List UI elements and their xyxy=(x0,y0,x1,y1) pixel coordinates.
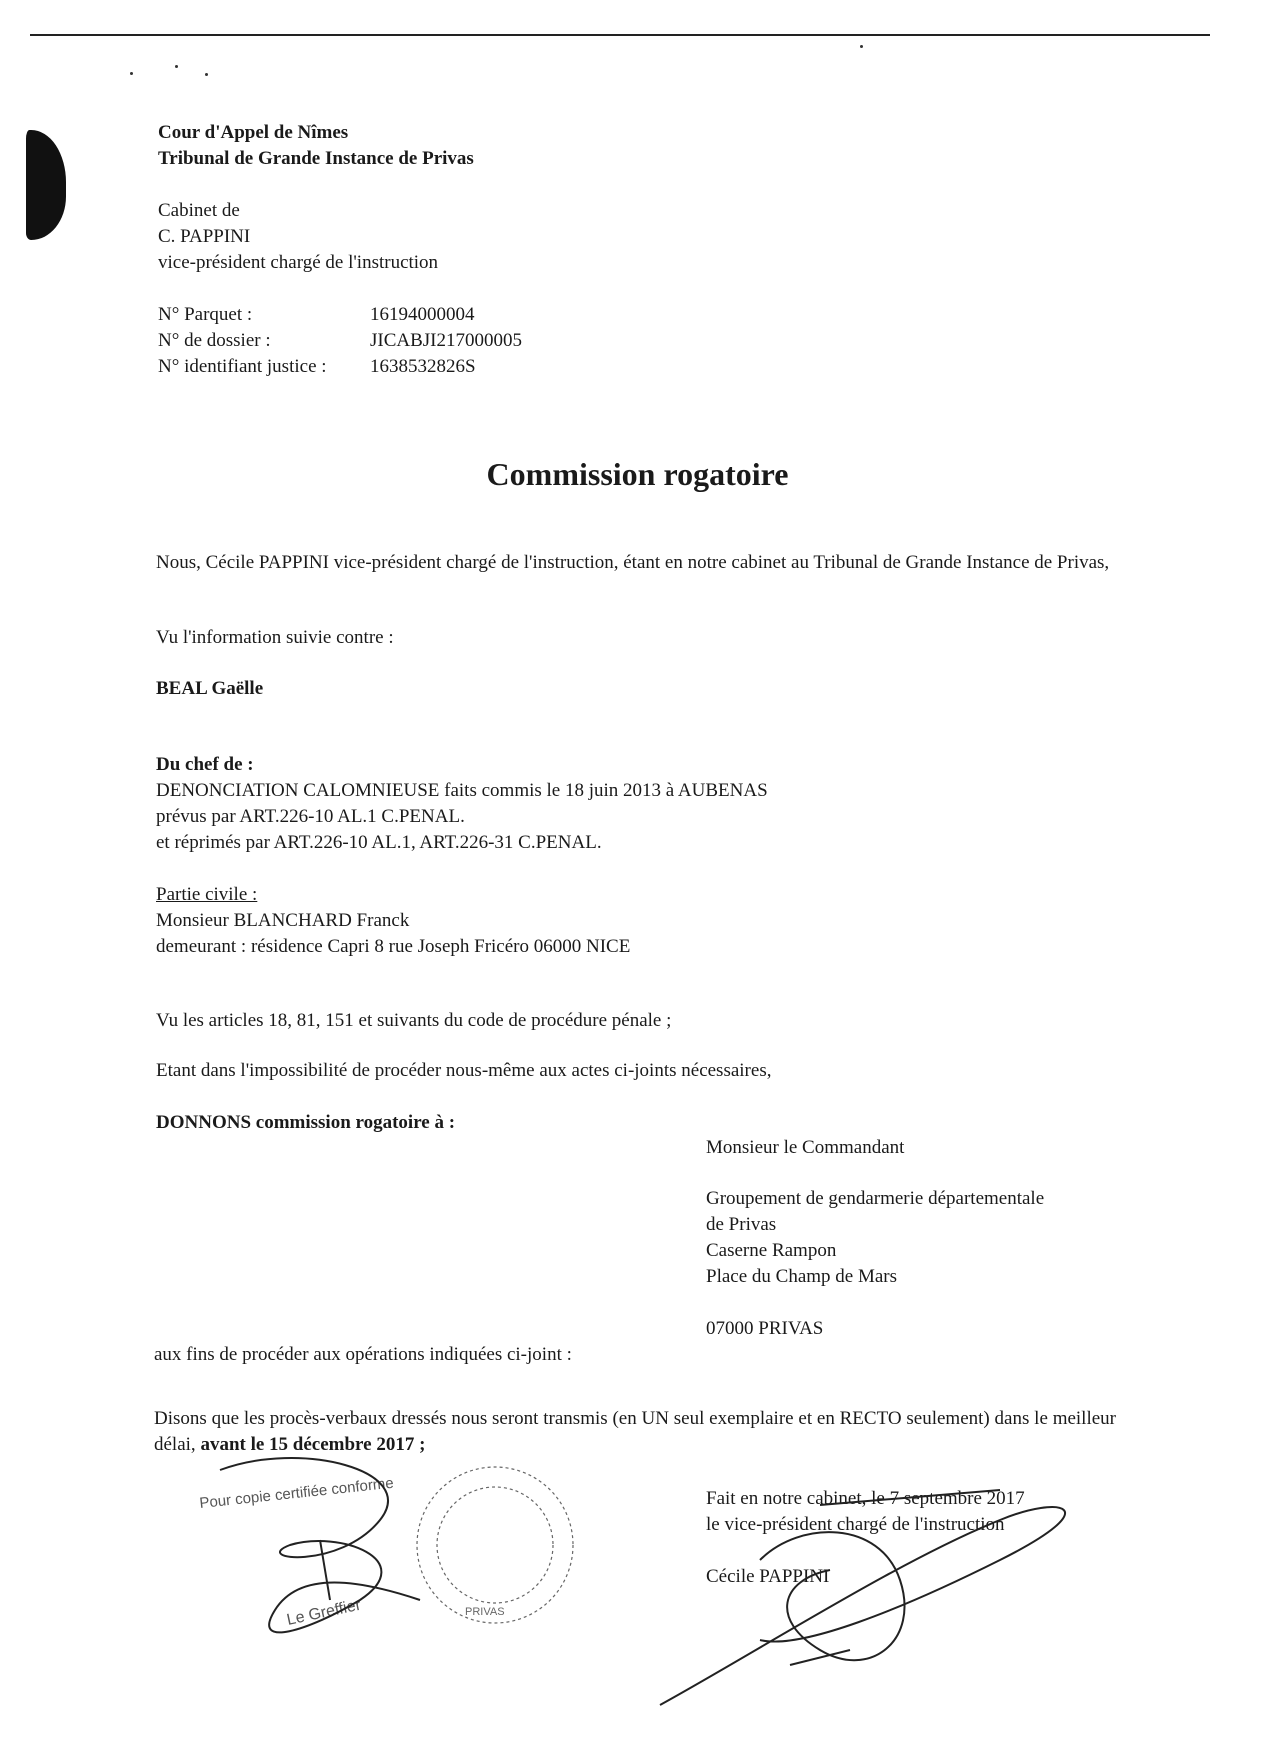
court-seal xyxy=(417,1467,573,1623)
place-date: Fait en notre cabinet, le 7 septembre 2017 xyxy=(706,1488,1025,1509)
recipient-line: de Privas xyxy=(706,1214,777,1235)
chef-line: prévus par ART.226-10 AL.1 C.PENAL. xyxy=(156,806,465,827)
chef-line: et réprimés par ART.226-10 AL.1, ART.226-31 C.PENAL. xyxy=(156,832,602,853)
stamp-text-top: Pour copie certifiée conforme xyxy=(198,1474,395,1512)
accused-name: BEAL Gaëlle xyxy=(156,678,264,699)
judge-name: C. PAPPINI xyxy=(158,226,251,247)
chef-line: DENONCIATION CALOMNIEUSE faits commis le 18 juin 2013 à AUBENAS xyxy=(156,780,768,801)
ref-parquet-label: N° Parquet : xyxy=(158,304,253,325)
cabinet-line: Cabinet de xyxy=(158,200,240,221)
court-of-appeal: Cour d'Appel de Nîmes xyxy=(158,122,349,143)
deadline: avant le 15 décembre 2017 ; xyxy=(200,1434,426,1455)
impossibilite: Etant dans l'impossibilité de procéder nous-même aux actes ci-joints nécessaires, xyxy=(156,1060,772,1081)
recipient-line: Place du Champ de Mars xyxy=(706,1266,898,1287)
donnons-line: DONNONS commission rogatoire à : xyxy=(156,1112,456,1133)
stamp-text-bottom: Le Greffier xyxy=(285,1596,363,1629)
recipient-line: Caserne Rampon xyxy=(706,1240,837,1261)
chef-label: Du chef de : xyxy=(156,754,254,775)
ref-identifiant-value: 1638532826S xyxy=(370,356,476,377)
vu-articles: Vu les articles 18, 81, 151 et suivants du code de procédure pénale ; xyxy=(156,1010,672,1031)
recipient-line: Monsieur le Commandant xyxy=(706,1137,905,1158)
aux-fins: aux fins de procéder aux opérations indiquées ci-joint : xyxy=(154,1344,572,1365)
ref-parquet-value: 16194000004 xyxy=(370,304,475,325)
disons-text: Disons que les procès-verbaux dressés nous seront transmis (en UN seul exemplaire et en RECTO seulement) dans le meilleur délai, xyxy=(154,1408,1116,1455)
tribunal-name: Tribunal de Grande Instance de Privas xyxy=(158,148,474,169)
recipient-line: 07000 PRIVAS xyxy=(706,1318,824,1339)
ref-dossier-value: JICABJI217000005 xyxy=(370,330,523,351)
partie-civile-address: demeurant : résidence Capri 8 rue Joseph Fricéro 06000 NICE xyxy=(156,936,631,957)
intro-paragraph: Nous, Cécile PAPPINI vice-président chargé de l'instruction, étant en notre cabinet au Tribunal de Grande Instance de Privas, xyxy=(156,552,1110,573)
recipient-line: Groupement de gendarmerie départementale xyxy=(706,1188,1045,1209)
ref-identifiant-label: N° identifiant justice : xyxy=(158,356,327,377)
judge-signature xyxy=(660,1490,1065,1705)
partie-civile-label: Partie civile : xyxy=(156,884,258,905)
partie-civile-name: Monsieur BLANCHARD Franck xyxy=(156,910,410,931)
seal-text: PRIVAS xyxy=(465,1606,505,1618)
ref-dossier-label: N° de dossier : xyxy=(158,330,271,351)
signer-name: Cécile PAPPINI xyxy=(706,1566,830,1587)
vu-information: Vu l'information suivie contre : xyxy=(156,627,394,648)
document-title: Commission rogatoire xyxy=(486,456,789,492)
judge-role: vice-président chargé de l'instruction xyxy=(158,252,439,273)
signer-role: le vice-président chargé de l'instruction xyxy=(706,1514,1005,1535)
